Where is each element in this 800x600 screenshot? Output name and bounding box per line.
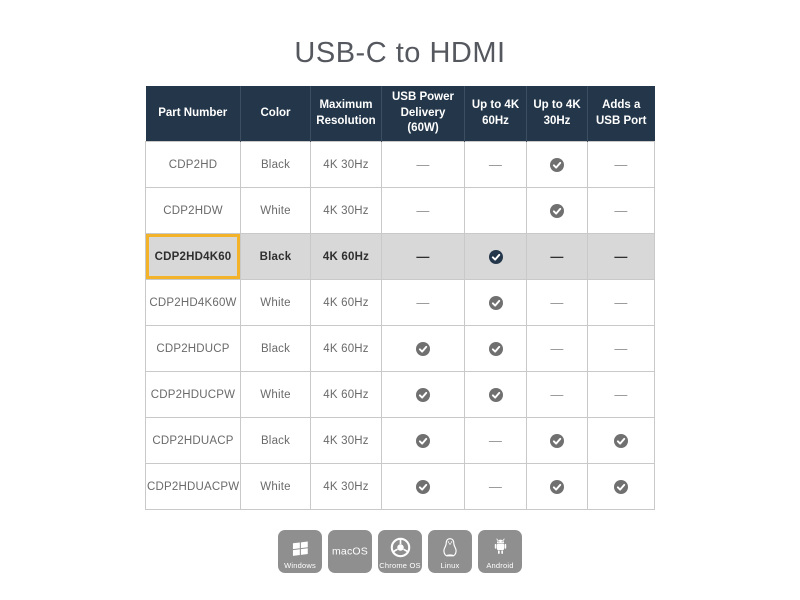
header-row <box>146 86 655 142</box>
check-icon <box>550 480 564 494</box>
color-cell: White <box>241 188 311 234</box>
resolution-cell: 4K 30Hz <box>311 464 382 510</box>
windows-icon <box>278 534 322 560</box>
feature-dash-cell: — <box>588 188 655 234</box>
table-row <box>146 326 655 372</box>
column-header: USB Power Delivery (60W) <box>382 86 465 142</box>
part-number-cell: CDP2HDUCPW <box>146 372 241 418</box>
linux-icon <box>428 534 472 560</box>
check-icon <box>614 434 628 448</box>
feature-dash-cell: — <box>527 280 588 326</box>
part-number-cell: CDP2HD <box>146 142 241 188</box>
feature-check-cell <box>527 464 588 510</box>
feature-dash-cell: — <box>527 234 588 280</box>
feature-dash-cell: — <box>382 234 465 280</box>
os-badge-label: Chrome OS <box>379 561 421 570</box>
page-title: USB-C to HDMI <box>294 37 506 69</box>
os-badge-label: Android <box>486 561 514 570</box>
resolution-cell: 4K 60Hz <box>311 280 382 326</box>
feature-dash-cell: — <box>588 142 655 188</box>
check-icon <box>489 296 503 310</box>
os-badge-label: Linux <box>440 561 460 570</box>
os-badge-linux <box>428 530 472 573</box>
feature-check-cell <box>382 326 465 372</box>
feature-check-cell <box>588 464 655 510</box>
table-body <box>146 142 655 510</box>
part-number-cell: CDP2HDUACPW <box>146 464 241 510</box>
table-row <box>146 372 655 418</box>
check-icon <box>550 434 564 448</box>
os-badge-android <box>478 530 522 573</box>
table-header <box>146 86 655 142</box>
os-badge-chrome-os <box>378 530 422 573</box>
feature-dash-cell: — <box>465 142 527 188</box>
color-cell: Black <box>241 326 311 372</box>
feature-dash-cell: — <box>588 280 655 326</box>
feature-check-cell <box>527 142 588 188</box>
color-cell: White <box>241 372 311 418</box>
check-icon <box>550 158 564 172</box>
os-badge-macos <box>328 530 372 573</box>
check-icon <box>416 434 430 448</box>
part-number-cell: CDP2HDUACP <box>146 418 241 464</box>
android-icon <box>478 534 522 560</box>
color-cell: Black <box>241 418 311 464</box>
table-row <box>146 234 655 280</box>
comparison-table <box>145 86 655 510</box>
feature-check-cell <box>527 418 588 464</box>
feature-blank-cell <box>465 188 527 234</box>
part-number-cell: CDP2HD4K60 <box>146 234 241 280</box>
feature-dash-cell: — <box>527 372 588 418</box>
table-row <box>146 418 655 464</box>
feature-dash-cell: — <box>382 188 465 234</box>
column-header: Maximum Resolution <box>311 86 382 142</box>
check-icon <box>489 342 503 356</box>
feature-check-cell <box>465 280 527 326</box>
feature-check-cell <box>465 372 527 418</box>
os-badge-label: macOS <box>331 546 368 557</box>
feature-check-cell <box>382 418 465 464</box>
feature-dash-cell: — <box>382 142 465 188</box>
resolution-cell: 4K 30Hz <box>311 142 382 188</box>
os-badge-windows <box>278 530 322 573</box>
table-row <box>146 280 655 326</box>
column-header: Color <box>241 86 311 142</box>
feature-check-cell <box>588 418 655 464</box>
feature-check-cell <box>382 464 465 510</box>
check-icon <box>614 480 628 494</box>
feature-dash-cell: — <box>527 326 588 372</box>
chrome-icon <box>378 534 422 560</box>
table-row <box>146 142 655 188</box>
feature-check-cell <box>465 326 527 372</box>
check-icon <box>489 250 503 264</box>
check-icon <box>489 388 503 402</box>
column-header: Part Number <box>146 86 241 142</box>
resolution-cell: 4K 30Hz <box>311 188 382 234</box>
feature-dash-cell: — <box>588 326 655 372</box>
resolution-cell: 4K 60Hz <box>311 234 382 280</box>
os-badge-label: Windows <box>284 561 316 570</box>
os-compatibility-badges <box>0 530 800 573</box>
table-row <box>146 188 655 234</box>
check-icon <box>416 388 430 402</box>
feature-check-cell <box>465 234 527 280</box>
resolution-cell: 4K 30Hz <box>311 418 382 464</box>
part-number-cell: CDP2HDUCP <box>146 326 241 372</box>
feature-dash-cell: — <box>465 418 527 464</box>
resolution-cell: 4K 60Hz <box>311 326 382 372</box>
color-cell: White <box>241 464 311 510</box>
color-cell: Black <box>241 142 311 188</box>
part-number-cell: CDP2HD4K60W <box>146 280 241 326</box>
column-header: Up to 4K 30Hz <box>527 86 588 142</box>
feature-dash-cell: — <box>588 372 655 418</box>
column-header: Up to 4K 60Hz <box>465 86 527 142</box>
resolution-cell: 4K 60Hz <box>311 372 382 418</box>
color-cell: Black <box>241 234 311 280</box>
check-icon <box>416 480 430 494</box>
feature-check-cell <box>382 372 465 418</box>
column-header: Adds a USB Port <box>588 86 655 142</box>
feature-dash-cell: — <box>465 464 527 510</box>
check-icon <box>416 342 430 356</box>
feature-check-cell <box>527 188 588 234</box>
table-row <box>146 464 655 510</box>
check-icon <box>550 204 564 218</box>
color-cell: White <box>241 280 311 326</box>
feature-dash-cell: — <box>382 280 465 326</box>
part-number-cell: CDP2HDW <box>146 188 241 234</box>
feature-dash-cell: — <box>588 234 655 280</box>
